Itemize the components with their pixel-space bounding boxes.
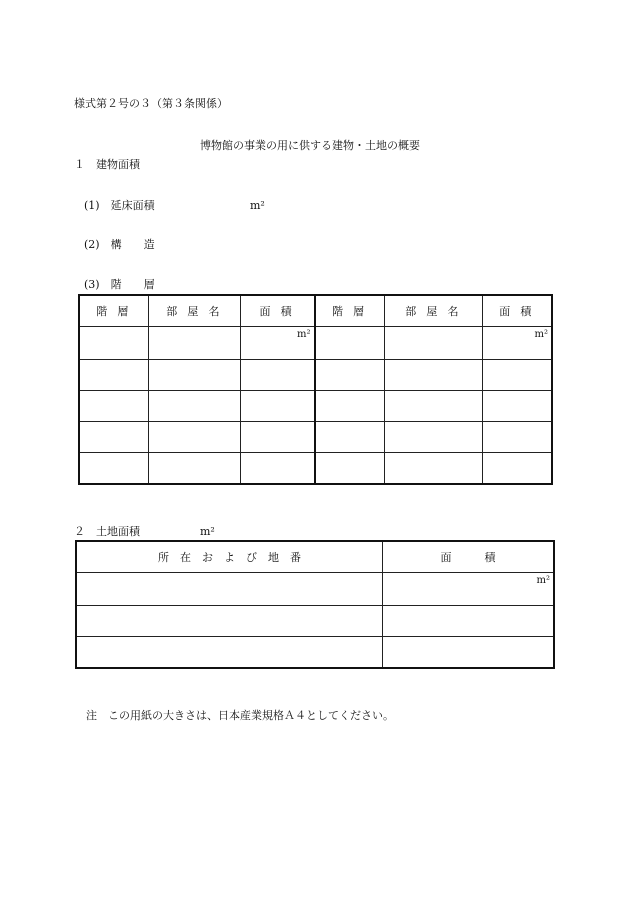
table-cell[interactable] xyxy=(385,360,483,391)
structure-label: (2) 構 造 xyxy=(84,238,155,251)
table-cell[interactable] xyxy=(77,573,383,606)
header-land-area: 面 積 xyxy=(383,542,554,573)
table-cell[interactable] xyxy=(149,422,241,453)
table-cell[interactable] xyxy=(383,637,554,668)
table-cell[interactable] xyxy=(385,422,483,453)
floors-label: (3) 階 層 xyxy=(84,278,155,291)
table-cell[interactable] xyxy=(241,453,315,484)
table-cell[interactable] xyxy=(241,360,315,391)
footnote: 注 この用紙の大きさは、日本産業規格Ａ４としてください。 xyxy=(86,709,394,722)
table-cell[interactable] xyxy=(77,637,383,668)
table-cell[interactable] xyxy=(80,391,149,422)
table-cell[interactable] xyxy=(149,453,241,484)
table-cell[interactable] xyxy=(315,327,385,360)
table-cell[interactable] xyxy=(483,360,552,391)
table-cell[interactable] xyxy=(80,422,149,453)
table-cell[interactable] xyxy=(80,360,149,391)
table-cell[interactable] xyxy=(383,606,554,637)
form-number: 様式第２号の３（第３条関係） xyxy=(74,97,228,110)
section2-heading: ２ 土地面積 xyxy=(74,525,140,538)
header-floor-right: 階 層 xyxy=(315,296,385,327)
table-cell[interactable] xyxy=(149,360,241,391)
table-cell[interactable] xyxy=(385,391,483,422)
land-table xyxy=(76,541,554,668)
area-unit-right[interactable]: m² xyxy=(483,327,552,360)
table-cell[interactable] xyxy=(385,327,483,360)
table-cell[interactable] xyxy=(385,453,483,484)
table-cell[interactable] xyxy=(315,391,385,422)
header-location: 所 在 お よ び 地 番 xyxy=(77,542,383,573)
table-cell[interactable] xyxy=(241,422,315,453)
table-cell[interactable] xyxy=(80,327,149,360)
table-cell[interactable] xyxy=(315,422,385,453)
land-area-unit: m² xyxy=(200,525,215,538)
table-cell[interactable] xyxy=(149,327,241,360)
table-cell[interactable] xyxy=(483,391,552,422)
header-room-left: 部 屋 名 xyxy=(149,296,241,327)
table-cell[interactable] xyxy=(241,391,315,422)
header-room-right: 部 屋 名 xyxy=(385,296,483,327)
floor-area-label: (1) 延床面積 xyxy=(84,199,155,212)
table-cell[interactable] xyxy=(77,606,383,637)
table-cell[interactable] xyxy=(315,453,385,484)
floor-table xyxy=(79,295,552,484)
floor-area-unit: m² xyxy=(250,199,265,212)
header-area-right: 面 積 xyxy=(483,296,552,327)
table-cell[interactable] xyxy=(80,453,149,484)
page-title: 博物館の事業の用に供する建物・土地の概要 xyxy=(200,139,420,152)
header-floor-left: 階 層 xyxy=(80,296,149,327)
table-cell[interactable] xyxy=(483,422,552,453)
table-cell[interactable] xyxy=(315,360,385,391)
section1-heading: １ 建物面積 xyxy=(74,158,140,171)
table-cell[interactable] xyxy=(149,391,241,422)
header-area-left: 面 積 xyxy=(241,296,315,327)
area-unit-left[interactable]: m² xyxy=(241,327,315,360)
table-cell[interactable] xyxy=(483,453,552,484)
land-area-cell-unit[interactable]: m² xyxy=(383,573,554,606)
